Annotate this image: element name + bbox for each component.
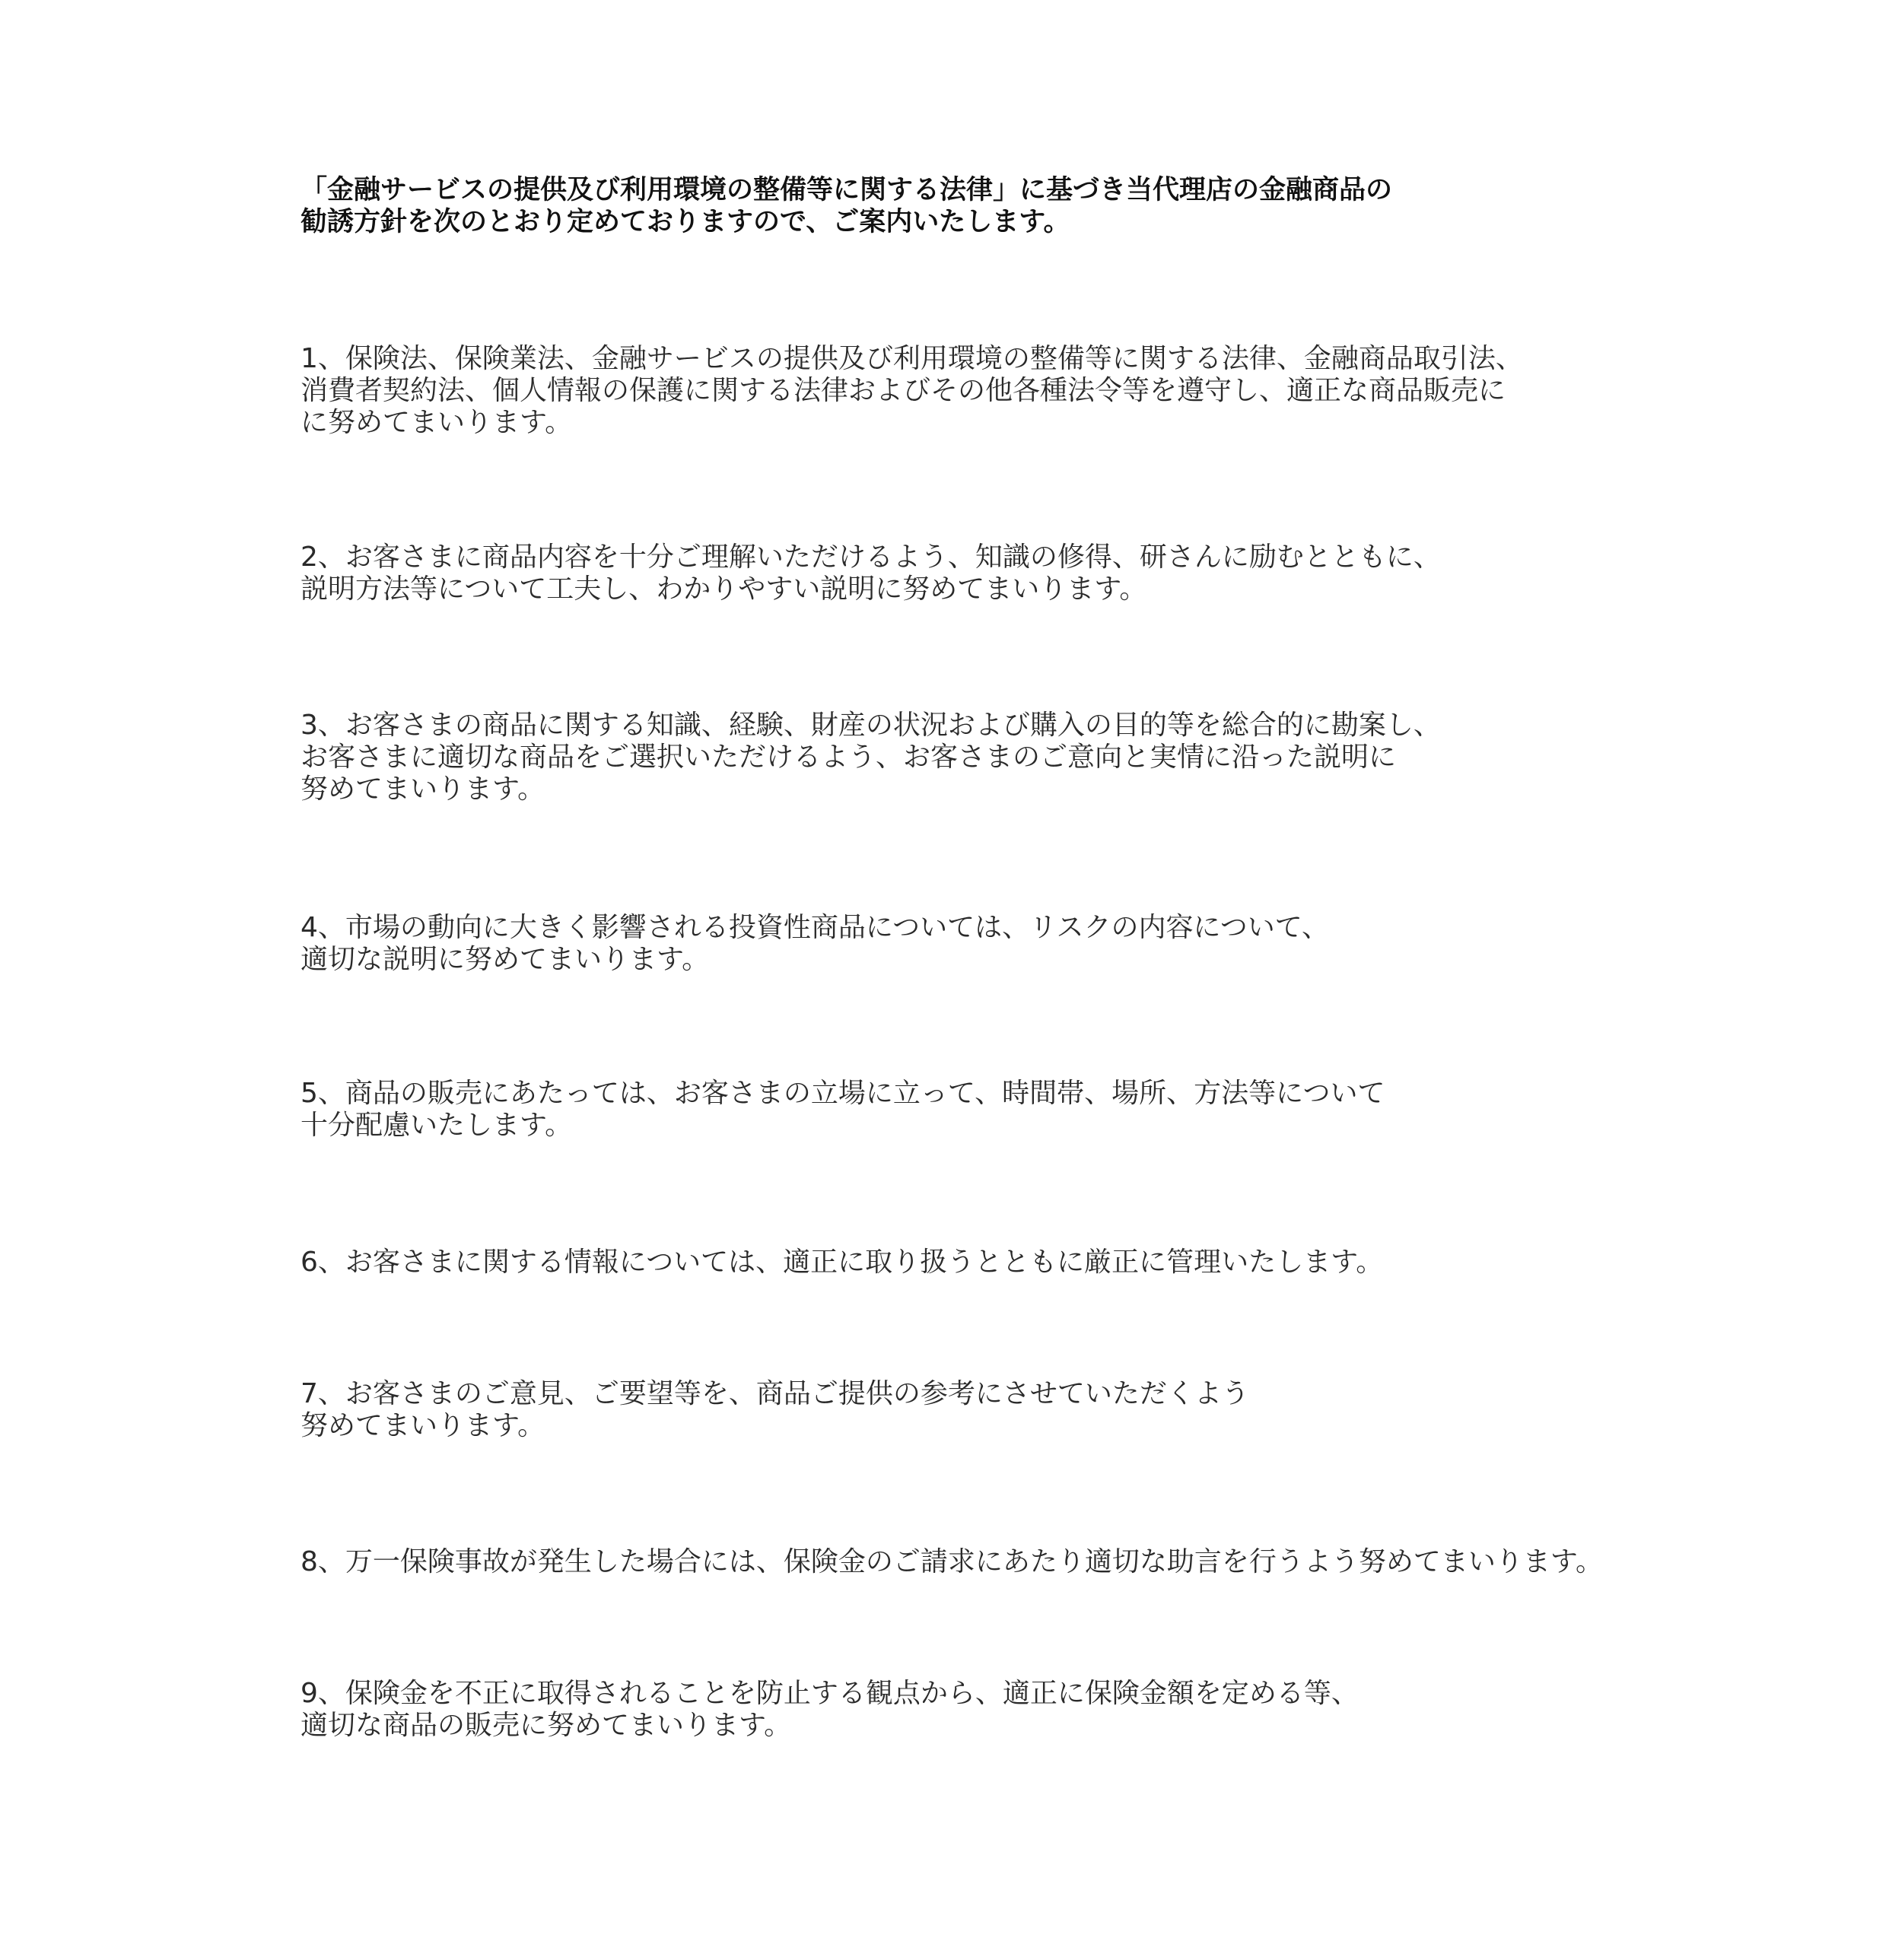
policy-item-5 — [301, 1078, 1385, 1142]
policy-item-6 — [301, 1247, 1383, 1279]
policy-item-4 — [301, 912, 1329, 976]
policy-item-3 — [301, 710, 1441, 805]
policy-item-line: 7、お客さまのご意見、ご要望等を、商品ご提供の参考にさせていただくよう — [301, 1378, 1249, 1409]
policy-item-line: 9、保険金を不正に取得されることを防止する観点から、適正に保険金額を定める等、 — [301, 1678, 1359, 1709]
policy-item-2 — [301, 542, 1441, 605]
policy-item-line: 6、お客さまに関する情報については、適正に取り扱うとともに厳正に管理いたします。 — [301, 1247, 1384, 1278]
policy-document — [301, 0, 1792, 1960]
intro-paragraph — [301, 174, 1392, 238]
policy-item-line: 1、保険法、保険業法、金融サービスの提供及び利用環境の整備等に関する法律、金融商品取引法、 — [301, 343, 1523, 374]
intro-line: 勧誘方針を次のとおり定めておりますので、ご案内いたします。 — [301, 207, 1070, 237]
policy-item-line: 適切な説明に努めてまいります。 — [301, 944, 710, 975]
policy-item-line: 2、お客さまに商品内容を十分ご理解いただけるよう、知識の修得、研さんに励むとともに、 — [301, 542, 1441, 573]
policy-item-line: 適切な商品の販売に努めてまいります。 — [301, 1710, 792, 1741]
policy-item-line: 努めてまいります。 — [301, 1410, 545, 1441]
policy-item-line: お客さまに適切な商品をご選択いただけるよう、お客さまのご意向と実情に沿った説明に — [301, 742, 1397, 773]
policy-item-line: 4、市場の動向に大きく影響される投資性商品については、リスクの内容について、 — [301, 912, 1330, 943]
policy-item-1 — [301, 343, 1523, 439]
policy-item-line: 努めてまいります。 — [301, 774, 545, 805]
policy-item-line: 十分配慮いたします。 — [301, 1110, 573, 1141]
policy-item-8 — [301, 1546, 1603, 1578]
policy-item-line: 3、お客さまの商品に関する知識、経験、財産の状況および購入の目的等を総合的に勘案し、 — [301, 710, 1441, 741]
policy-item-line: 5、商品の販売にあたっては、お客さまの立場に立って、時間帯、場所、方法等について — [301, 1078, 1385, 1109]
policy-item-line: に努めてまいります。 — [301, 407, 573, 438]
intro-line: 「金融サービスの提供及び利用環境の整備等に関する法律」に基づき当代理店の金融商品の — [301, 175, 1393, 205]
policy-item-7 — [301, 1378, 1249, 1442]
policy-item-line: 説明方法等について工夫し、わかりやすい説明に努めてまいります。 — [301, 573, 1147, 605]
policy-item-line: 8、万一保険事故が発生した場合には、保険金のご請求にあたり適切な助言を行うよう努めてまいります。 — [301, 1546, 1604, 1577]
policy-item-line: 消費者契約法、個人情報の保護に関する法律およびその他各種法令等を遵守し、適正な商品販売に — [301, 375, 1506, 406]
policy-item-9 — [301, 1678, 1359, 1742]
